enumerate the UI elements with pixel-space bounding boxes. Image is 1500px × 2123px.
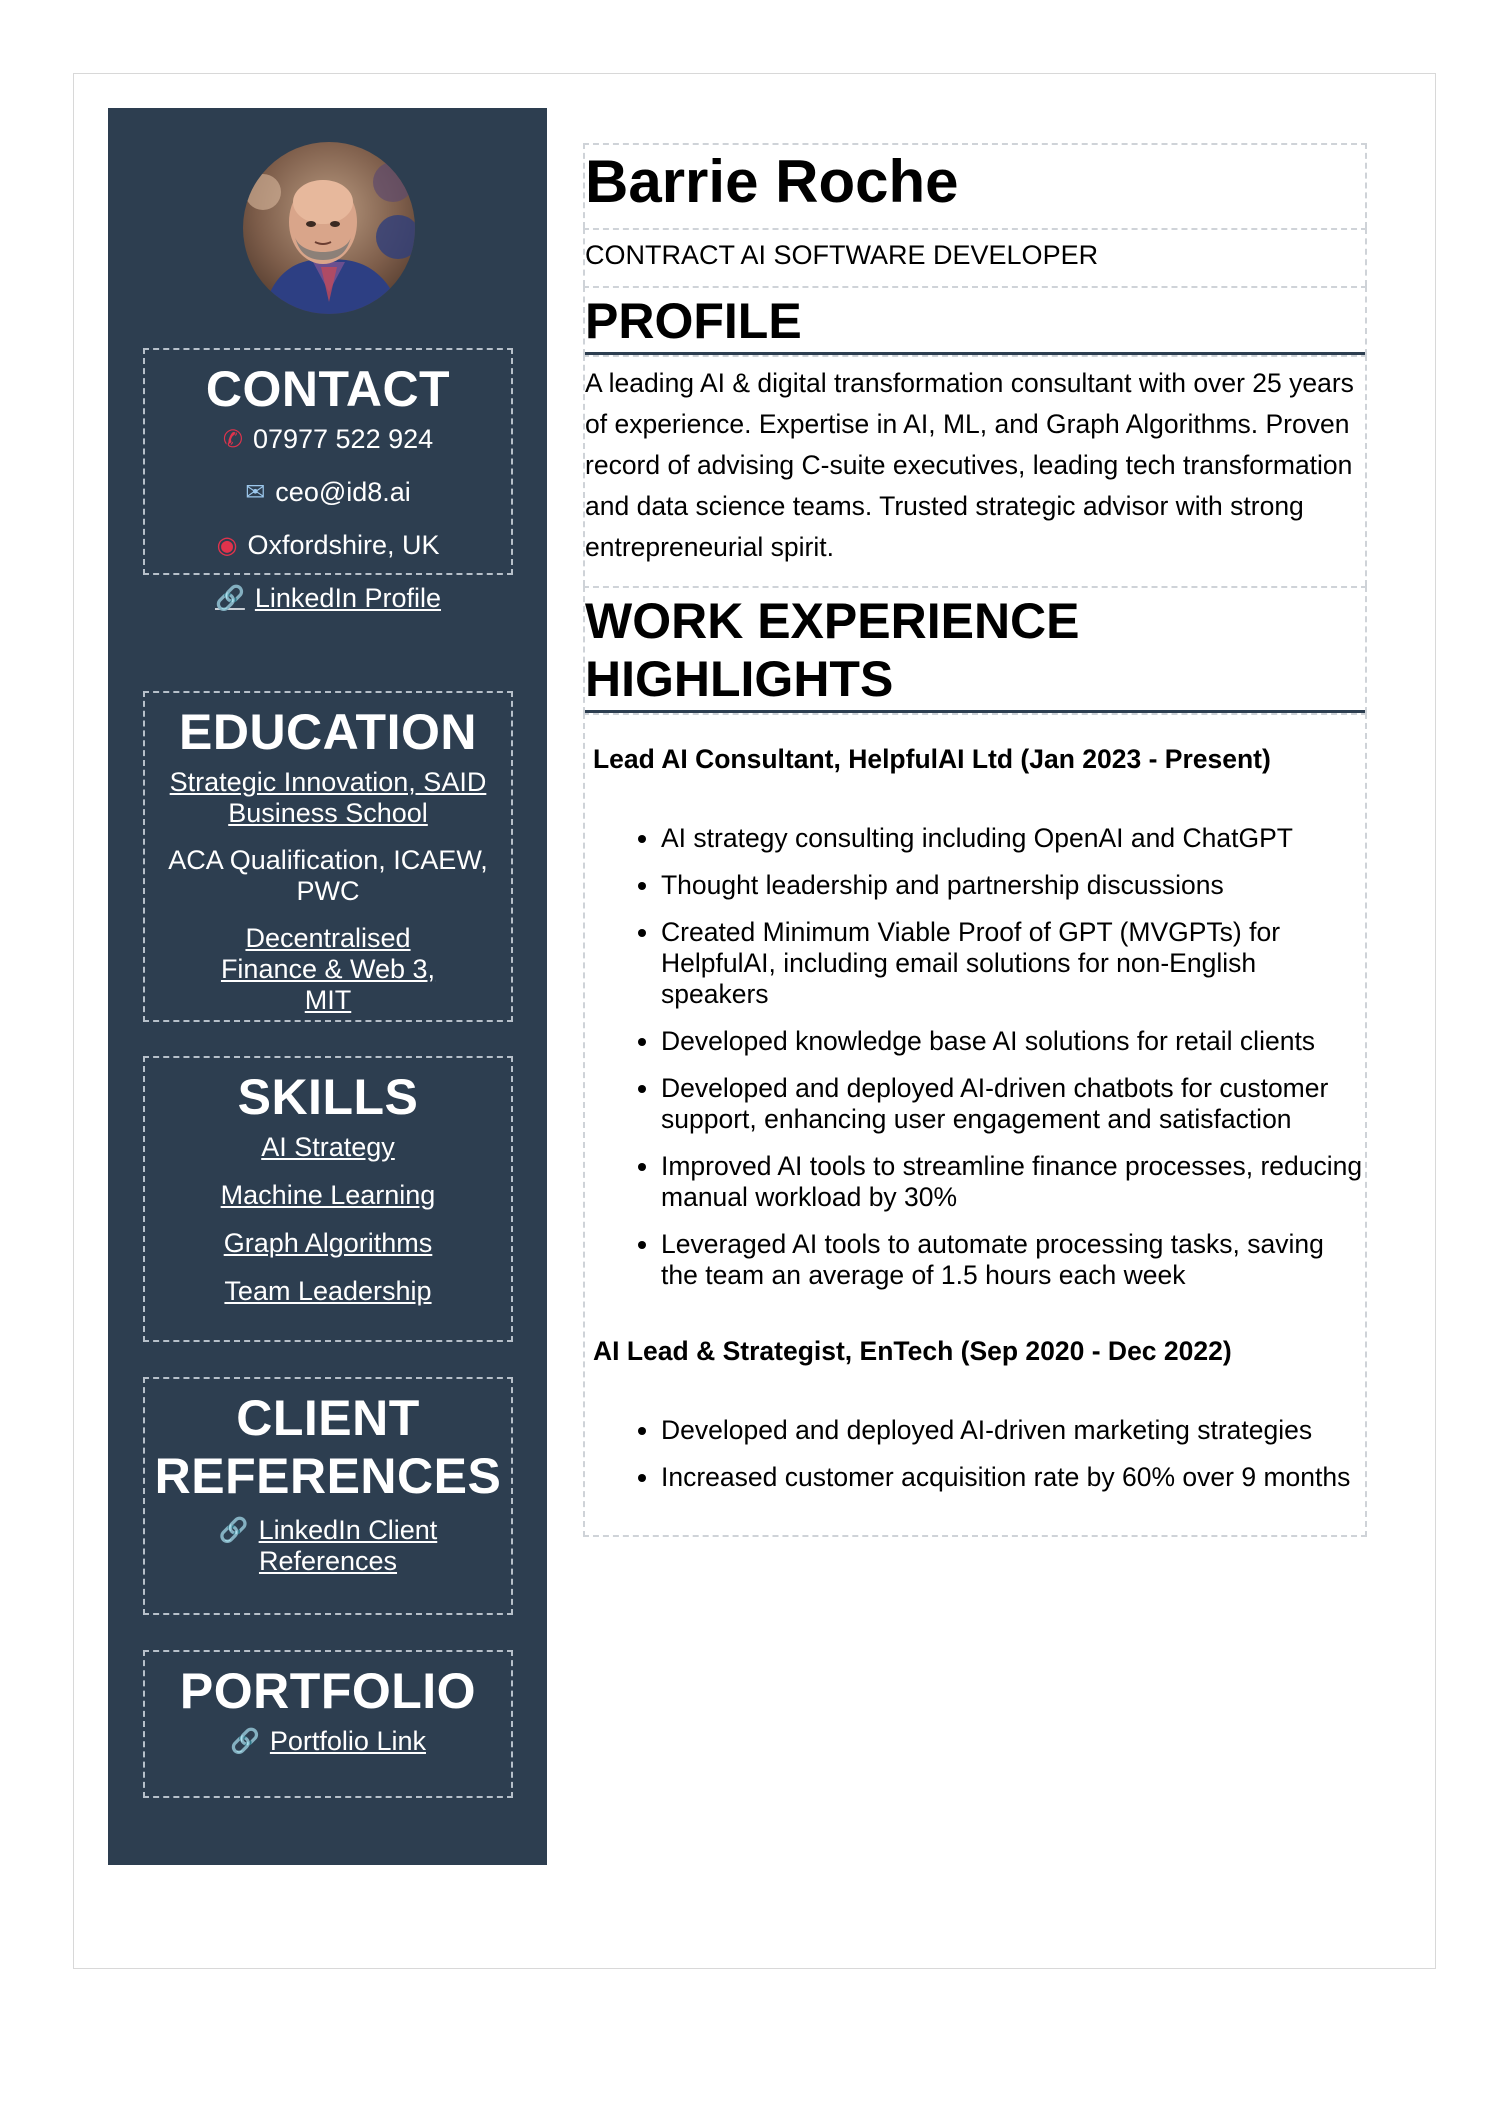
sidebar [108, 108, 547, 1865]
envelope-icon: ✉ [245, 479, 266, 506]
references-section [143, 1377, 513, 1615]
contact-title: CONTACT [205, 361, 451, 417]
name-box [583, 143, 1367, 228]
skill-item[interactable] [145, 1228, 511, 1259]
skills-section [143, 1056, 513, 1342]
experience-heading-box [583, 586, 1367, 713]
profile-text: A leading AI & digital transformation consultant with over 25 years of experience. Expertise in AI, ML, and Graph Algorithms. Proven record of advising C-suite executives, leading tech transformation and data science teams. Trusted strategic advisor with strong entrepreneurial spirit. [585, 368, 1354, 562]
job-bullet: • Improved AI tools to streamline finance processes, reducing manual workload by 30% [661, 1151, 1365, 1213]
client-references-link-line1[interactable]: LinkedIn Client [258, 1515, 438, 1545]
profile-body-box [583, 355, 1367, 586]
subtitle-box [583, 228, 1367, 286]
skill-link[interactable]: AI Strategy [261, 1132, 395, 1162]
education-section [143, 691, 513, 1022]
job-title: Lead AI Consultant, HelpfulAI Ltd (Jan 2023 - Present) [593, 744, 1271, 774]
education-item[interactable] [145, 923, 511, 1016]
candidate-name: Barrie Roche [585, 148, 959, 215]
references-link-row-2[interactable] [145, 1546, 511, 1577]
phone-icon: ✆ [222, 426, 243, 453]
profile-heading-box [583, 286, 1367, 355]
linkedin-profile-link[interactable]: LinkedIn Profile [254, 583, 441, 613]
skill-link[interactable]: Machine Learning [220, 1180, 436, 1210]
skill-item[interactable] [145, 1132, 511, 1163]
job-bullet: • Developed and deployed AI-driven marketing strategies [661, 1415, 1365, 1446]
contact-section [143, 348, 513, 613]
references-title-line1: CLIENT [236, 1390, 420, 1446]
skill-item[interactable] [145, 1276, 511, 1307]
profile-title: PROFILE [585, 293, 802, 349]
contact-email [145, 477, 511, 508]
job-title: AI Lead & Strategist, EnTech (Sep 2020 - Dec 2022) [593, 1336, 1232, 1366]
contact-linkedin[interactable] [145, 583, 511, 614]
job-bullets [585, 823, 1365, 1291]
portfolio-title: PORTFOLIO [179, 1663, 477, 1719]
client-references-link-line2[interactable]: References [258, 1546, 398, 1576]
job-bullet: • Developed and deployed AI-driven chatbots for customer support, enhancing user engagement and satisfaction [661, 1073, 1365, 1135]
skill-link[interactable]: Graph Algorithms [223, 1228, 433, 1258]
portfolio-link[interactable]: Portfolio Link [269, 1726, 426, 1756]
job-bullets [585, 1415, 1365, 1493]
experience-title-line1: WORK EXPERIENCE [585, 593, 1080, 649]
portfolio-section [143, 1650, 513, 1798]
job-bullet: • Thought leadership and partnership discussions [661, 870, 1365, 901]
education-link-mit[interactable]: Decentralised Finance & Web 3, MIT [220, 923, 436, 1015]
education-title: EDUCATION [178, 704, 477, 760]
job-bullet: • Created Minimum Viable Proof of GPT (MVGPTs) for HelpfulAI, including email solutions for non-English speakers [661, 917, 1365, 1010]
main-content [583, 143, 1367, 1537]
job-subtitle: CONTRACT AI SOFTWARE DEVELOPER [585, 240, 1099, 270]
experience-body-box [583, 713, 1367, 1537]
job-bullet: • Leveraged AI tools to automate processing tasks, saving the team an average of 1.5 hours each week [661, 1229, 1365, 1291]
education-item[interactable] [145, 767, 511, 829]
link-icon: 🔗 [214, 585, 245, 612]
job-bullet: • AI strategy consulting including OpenAI and ChatGPT [661, 823, 1365, 854]
job-bullet: • Increased customer acquisition rate by 60% over 9 months [661, 1462, 1365, 1493]
education-item: ACA Qualification, ICAEW, PWC [168, 845, 488, 906]
skill-item[interactable] [145, 1180, 511, 1211]
education-link-said[interactable]: Strategic Innovation, SAID Business School [169, 767, 487, 828]
pin-icon: ◉ [216, 532, 238, 559]
skills-title: SKILLS [237, 1069, 419, 1125]
references-title-line2: REFERENCES [154, 1448, 502, 1504]
link-icon: 🔗 [230, 1728, 260, 1755]
email-address: ceo@id8.ai [275, 477, 411, 507]
portfolio-link-row[interactable] [145, 1726, 511, 1757]
link-icon: 🔗 [218, 1517, 249, 1544]
job-bullet: • Developed knowledge base AI solutions for retail clients [661, 1026, 1365, 1057]
skill-link[interactable]: Team Leadership [224, 1276, 432, 1306]
experience-title-line2: HIGHLIGHTS [585, 651, 894, 707]
contact-phone [145, 424, 511, 455]
avatar [243, 142, 415, 314]
location-text: Oxfordshire, UK [247, 530, 440, 560]
contact-location [145, 530, 511, 561]
phone-number: 07977 522 924 [252, 424, 434, 454]
references-link-row[interactable] [145, 1515, 511, 1546]
